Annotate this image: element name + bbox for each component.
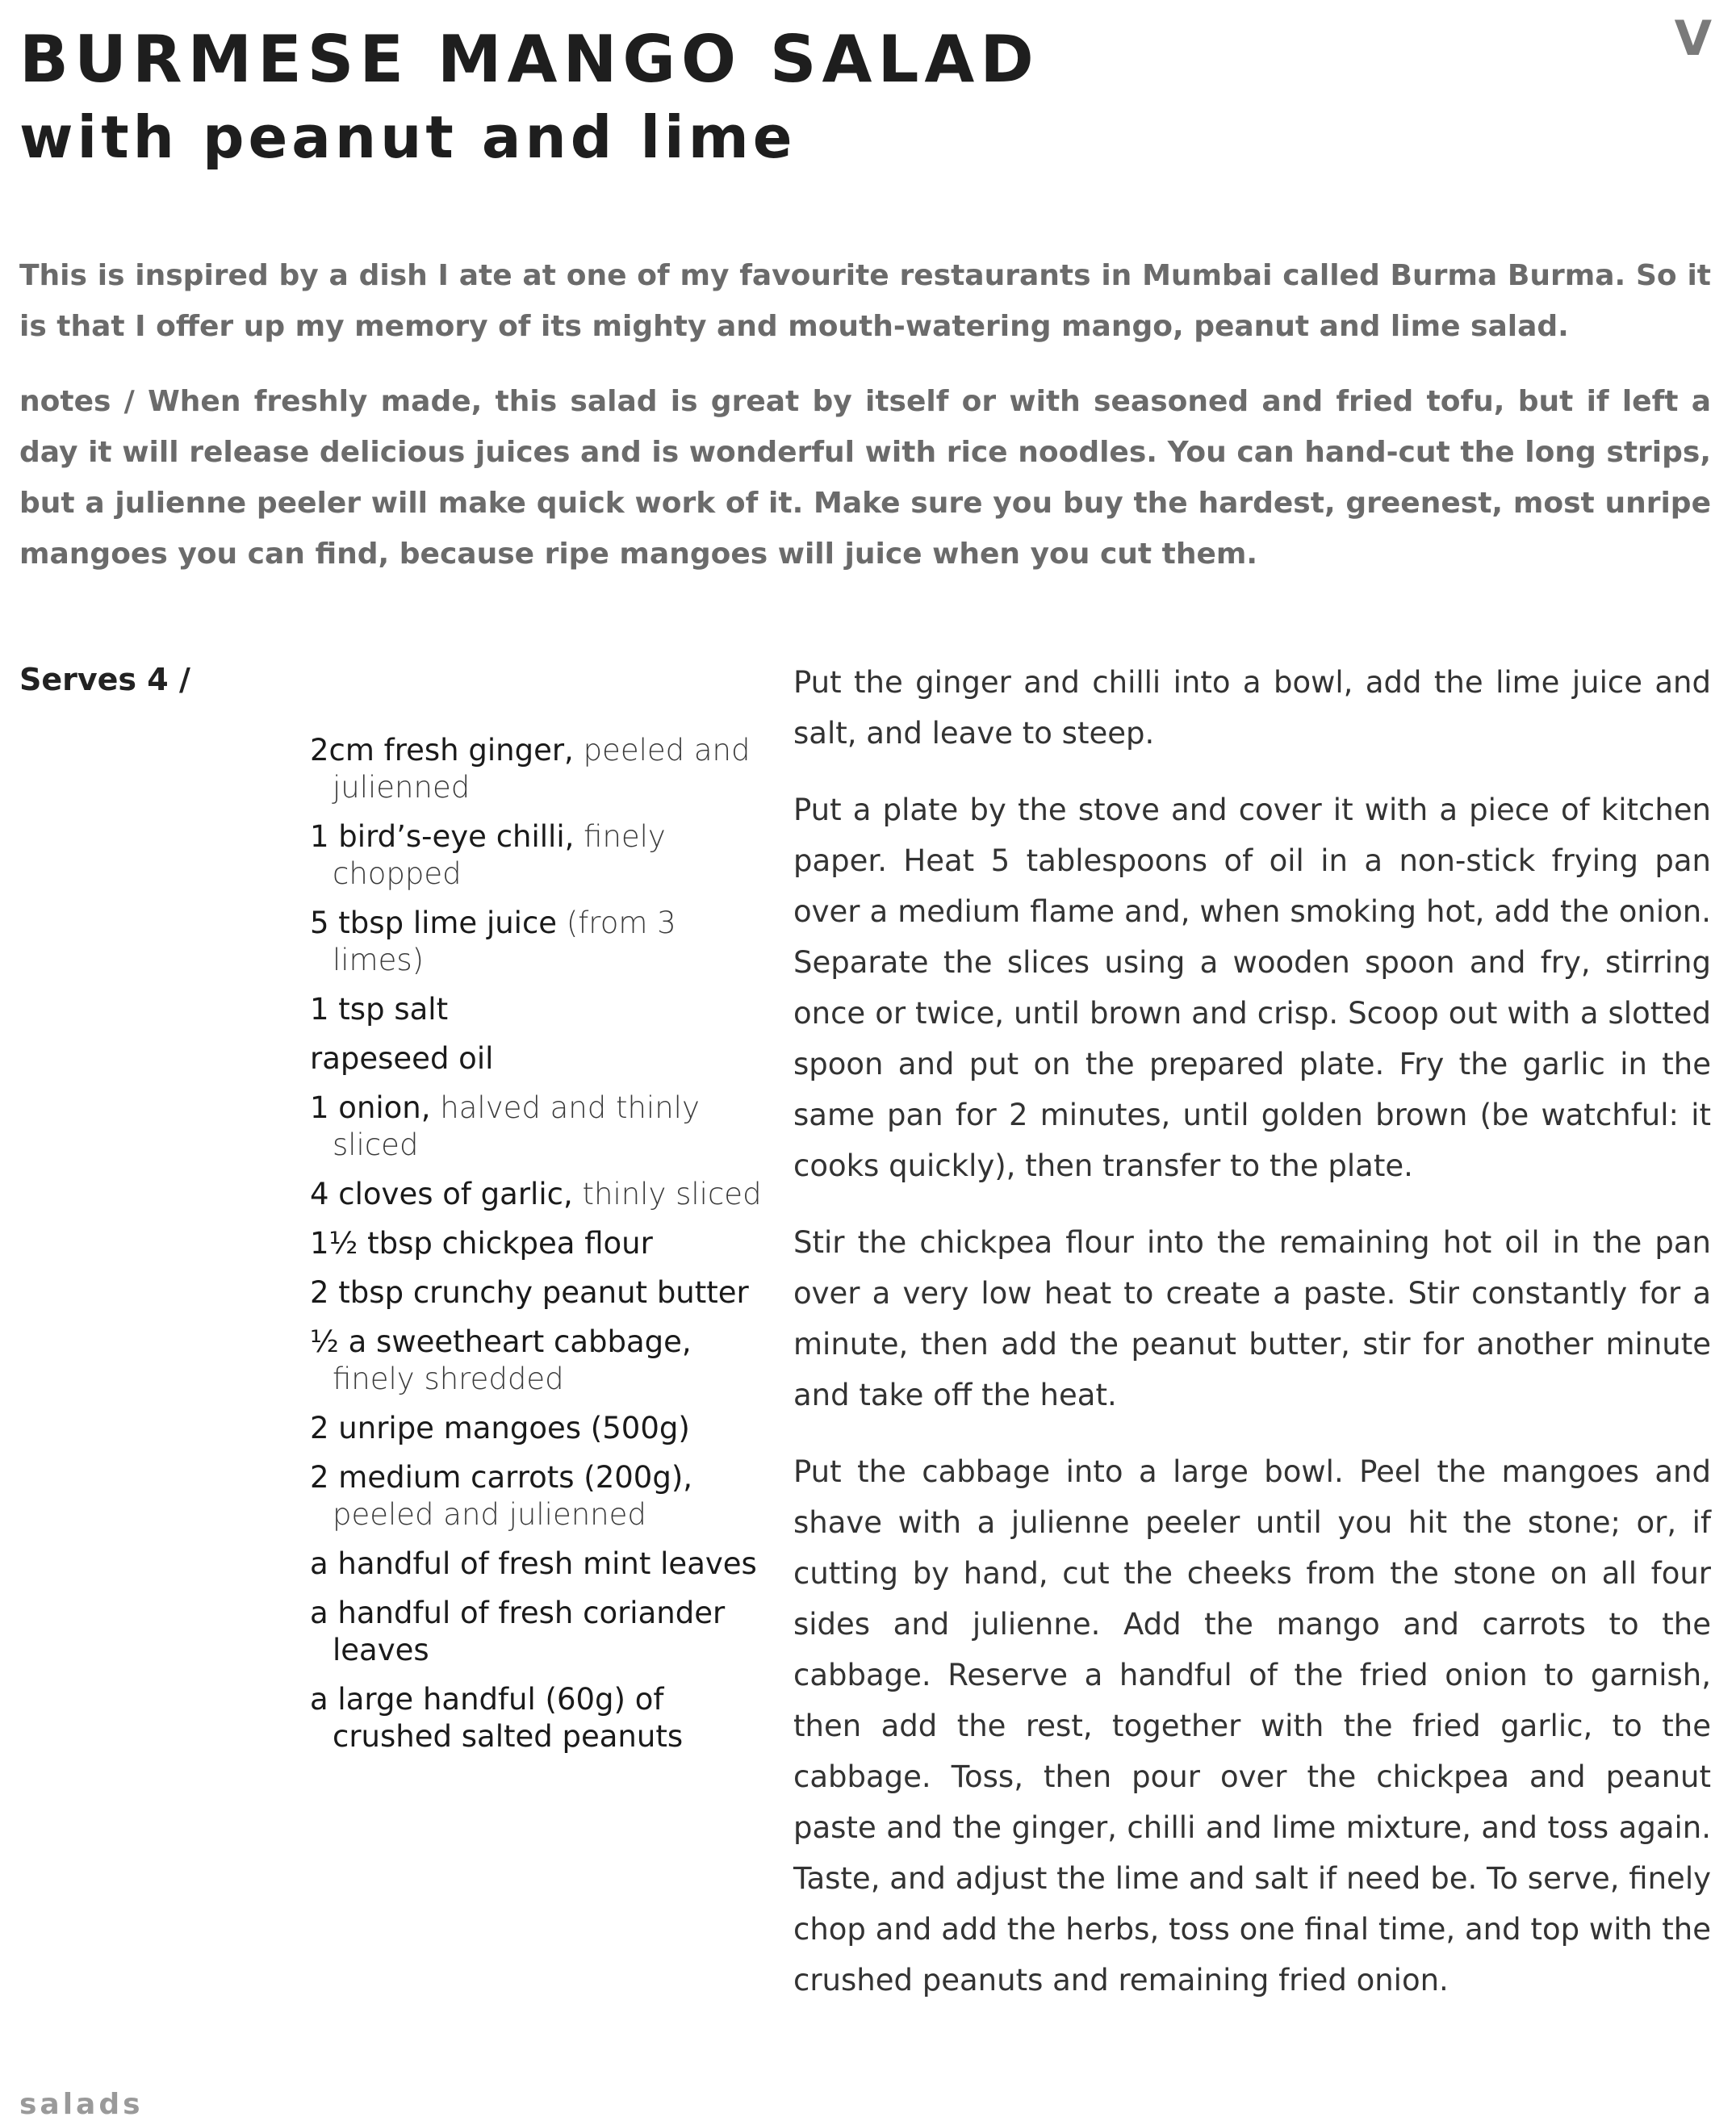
vegetarian-badge: V bbox=[1674, 10, 1712, 67]
serves-label: Serves 4 / bbox=[19, 662, 190, 697]
ingredient-item bbox=[310, 1090, 762, 1164]
method-step: Stir the chickpea flour into the remaining hot oil in the pan over a very low heat to create a paste. Stir constantly for a minute, then add the peanut butter, stir for another minute and take off the heat. bbox=[793, 1225, 1711, 1412]
recipe-title: BURMESE MANGO SALAD bbox=[19, 22, 1040, 97]
ingredient-name: 2 tbsp crunchy peanut butter bbox=[310, 1275, 749, 1310]
ingredient-name: 1 tsp salt bbox=[310, 992, 449, 1027]
method-step: Put the ginger and chilli into a bowl, add the lime juice and salt, and leave to steep. bbox=[793, 665, 1711, 751]
ingredient-name: a handful of fresh coriander leaves bbox=[310, 1596, 726, 1667]
ingredient-name: 2 medium carrots (200g), bbox=[310, 1460, 693, 1495]
section-footer: salads bbox=[19, 2088, 144, 2121]
ingredient-item bbox=[310, 1225, 762, 1262]
ingredient-item bbox=[310, 991, 762, 1028]
method-step: Put the cabbage into a large bowl. Peel the mangoes and shave with a julienne peeler until you hit the stone; or, if cutting by hand, cut the cheeks from the stone on all four sides and julienne. Add the mango and carrots to the cabbage. Reserve a handful of the fried onion to garnish, then add the rest, together with the fried garlic, to the cabbage. Toss, then pour over the chickpea and peanut paste and the ginger, chilli and lime mixture, and toss again. Taste, and adjust the lime and salt if need be. To serve, finely chop and add the herbs, toss one final time, and top with the crushed peanuts and remaining fried onion. bbox=[793, 1454, 1711, 1998]
notes-paragraph: notes / When freshly made, this salad is great by itself or with seasoned and fried tofu, but if left a day it will release delicious juices and is wonderful with rice noodles. You can hand-cut the long strips, but a julienne peeler will make quick work of it. Make sure you buy the hardest, greenest, most unripe mangoes you can find, because ripe mangoes will juice when you cut them. bbox=[19, 385, 1711, 571]
ingredient-prep: peeled and julienned bbox=[333, 1497, 646, 1532]
ingredient-name: 4 cloves of garlic, bbox=[310, 1177, 573, 1211]
ingredient-item bbox=[310, 1410, 762, 1447]
ingredient-name: ½ a sweetheart cabbage, bbox=[310, 1324, 692, 1359]
ingredient-prep: finely shredded bbox=[333, 1362, 564, 1396]
ingredient-name: a large handful (60g) of crushed salted peanuts bbox=[310, 1682, 684, 1754]
ingredient-name: 2cm fresh ginger, bbox=[310, 733, 574, 768]
ingredient-name: 1½ tbsp chickpea flour bbox=[310, 1226, 653, 1261]
ingredient-item bbox=[310, 1040, 762, 1077]
ingredient-prep: thinly sliced bbox=[572, 1177, 762, 1211]
ingredient-item bbox=[310, 905, 762, 979]
ingredient-name: 1 bird’s-eye chilli, bbox=[310, 819, 575, 854]
ingredient-item bbox=[310, 1681, 762, 1755]
ingredient-item bbox=[310, 1274, 762, 1312]
ingredient-item bbox=[310, 1176, 762, 1213]
ingredient-prep: peeled and julienned bbox=[333, 733, 751, 805]
ingredient-prep: (from 3 limes) bbox=[333, 906, 676, 977]
ingredient-name: 1 onion, bbox=[310, 1090, 431, 1125]
ingredient-name: a handful of fresh mint leaves bbox=[310, 1546, 757, 1581]
ingredient-item bbox=[310, 1546, 762, 1583]
method-section bbox=[793, 657, 1711, 2031]
ingredient-prep: finely chopped bbox=[333, 819, 666, 891]
ingredient-name: 5 tbsp lime juice bbox=[310, 906, 558, 940]
ingredient-item bbox=[310, 818, 762, 893]
method-step: Put a plate by the stove and cover it with a piece of kitchen paper. Heat 5 tablespoons of oil in a non-stick frying pan over a medium flame and, when smoking hot, add the onion. Separate the slices using a wooden spoon and fry, stirring once or twice, until brown and crisp. Scoop out with a slotted spoon and put on the prepared plate. Fry the garlic in the same pan for 2 minutes, until golden brown (be watchful: it cooks quickly), then transfer to the plate. bbox=[793, 793, 1711, 1183]
ingredient-prep: halved and thinly sliced bbox=[333, 1090, 700, 1162]
ingredient-item bbox=[310, 1459, 762, 1533]
ingredient-list bbox=[310, 732, 762, 1768]
intro-paragraph: This is inspired by a dish I ate at one of my favourite restaurants in Mumbai called Burma Burma. So it is that I offer up my memory of its mighty and mouth-watering mango, peanut and lime salad. bbox=[19, 259, 1711, 343]
ingredient-name: rapeseed oil bbox=[310, 1041, 494, 1076]
ingredient-name: 2 unripe mangoes (500g) bbox=[310, 1411, 690, 1445]
ingredient-item bbox=[310, 1324, 762, 1398]
ingredient-item bbox=[310, 1595, 762, 1669]
ingredient-item bbox=[310, 732, 762, 806]
recipe-subtitle: with peanut and lime bbox=[19, 103, 797, 171]
